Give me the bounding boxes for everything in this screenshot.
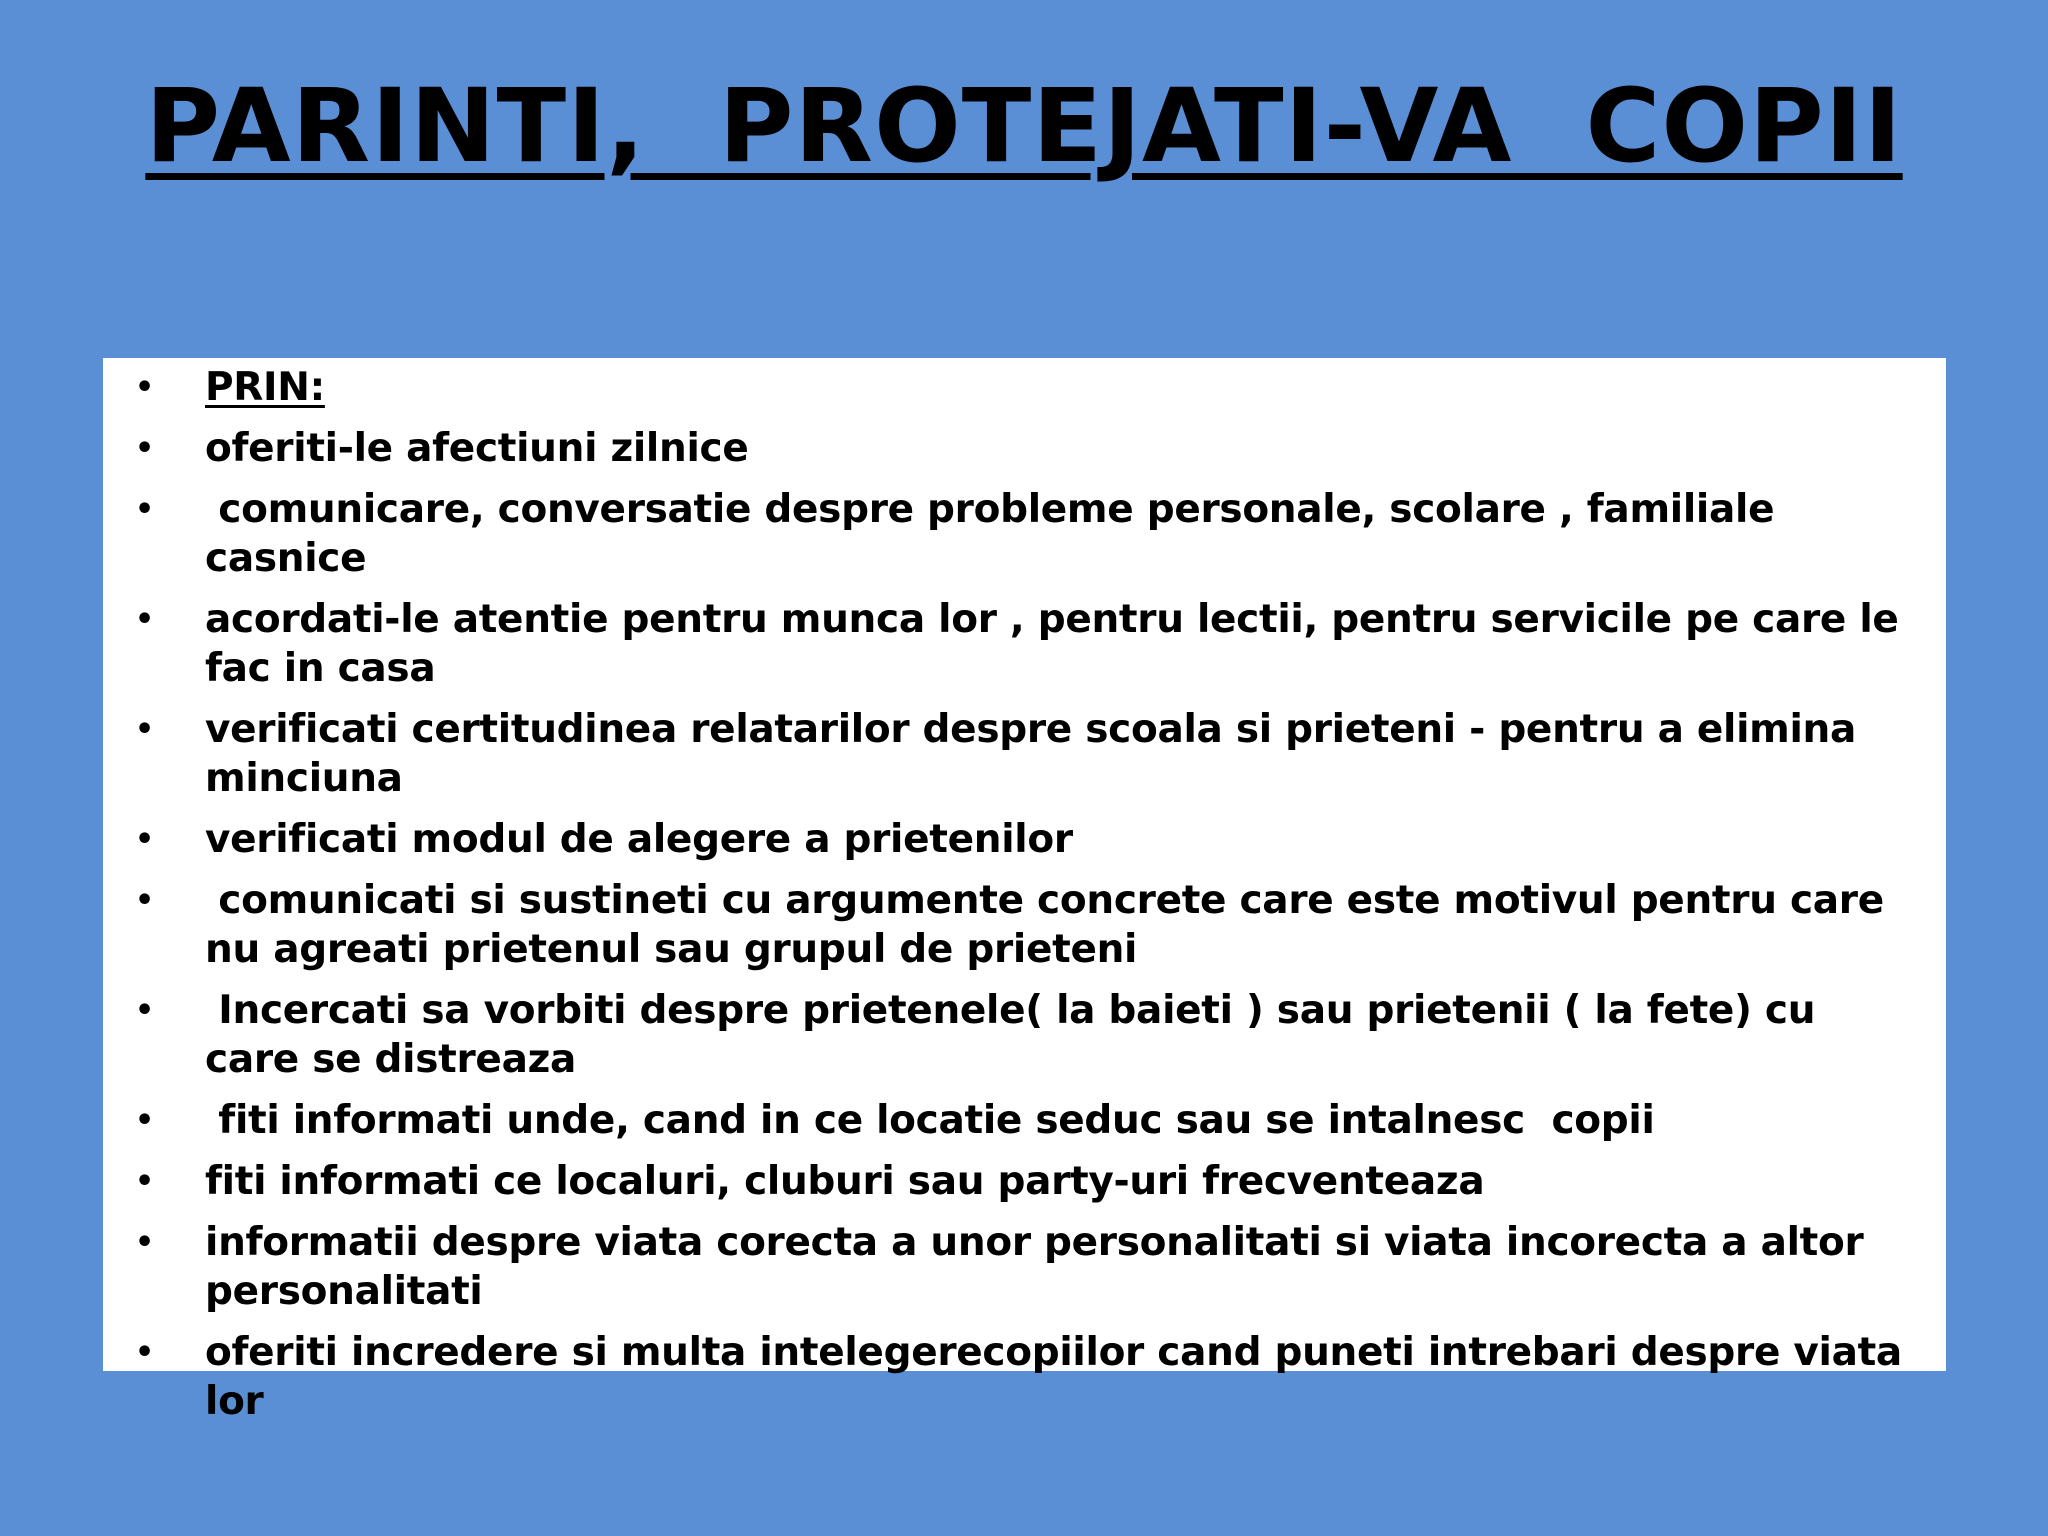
- list-item-text: comunicare, conversatie despre probleme personale, scolare , familiale casnice: [205, 487, 1788, 581]
- bullet-icon: •: [135, 370, 155, 405]
- bullet-icon: •: [135, 1225, 155, 1260]
- bullet-icon: •: [135, 993, 155, 1028]
- list-item: [133, 485, 1916, 583]
- list-item: [133, 705, 1916, 803]
- list-item: [133, 815, 1916, 864]
- list-item-text: oferiti-le afectiuni zilnice: [205, 426, 749, 471]
- bullet-icon: •: [135, 712, 155, 747]
- list-item-text: informatii despre viata corecta a unor personalitati si viata incorecta a altor personalitati: [205, 1220, 1877, 1314]
- bullet-icon: •: [135, 1103, 155, 1138]
- list-item: [133, 1328, 1916, 1426]
- list-item-text: fiti informati ce localuri, cluburi sau party-uri frecventeaza: [205, 1159, 1485, 1204]
- list-item: [133, 424, 1916, 473]
- content-box: [103, 358, 1946, 1424]
- bullet-icon: •: [135, 492, 155, 527]
- bullet-list: [133, 363, 1916, 1426]
- list-item-text: comunicati si sustineti cu argumente concrete care este motivul pentru care nu agreati prietenul sau grupul de prieteni: [205, 878, 1898, 972]
- list-heading: PRIN:: [205, 365, 325, 410]
- list-item: [133, 595, 1916, 693]
- list-item-text: oferiti incredere si multa intelegerecopiilor cand puneti intrebari despre viata lor: [205, 1330, 1916, 1424]
- list-item-text: verificati certitudinea relatarilor despre scoala si prieteni - pentru a elimina minciuna: [205, 707, 1870, 801]
- bullet-icon: •: [135, 1335, 155, 1370]
- list-item: [133, 363, 1916, 412]
- list-item-text: fiti informati unde, cand in ce locatie seduc sau se intalnesc copii: [205, 1098, 1655, 1143]
- list-item: [133, 1218, 1916, 1316]
- list-item-text: acordati-le atentie pentru munca lor , pentru lectii, pentru servicile pe care le fac in casa: [205, 597, 1912, 691]
- bullet-icon: •: [135, 602, 155, 637]
- list-item: [133, 986, 1916, 1084]
- list-item: [133, 1157, 1916, 1206]
- bullet-icon: •: [135, 1164, 155, 1199]
- bullet-icon: •: [135, 822, 155, 857]
- list-item-text: Incercati sa vorbiti despre prietenele( la baieti ) sau prietenii ( la fete) cu care se distreaza: [205, 988, 1829, 1082]
- slide-title: PARINTI, PROTEJATI-VA COPII: [145, 67, 1903, 186]
- list-item: [133, 1096, 1916, 1145]
- bullet-icon: •: [135, 431, 155, 466]
- list-item-text: verificati modul de alegere a prietenilor: [205, 817, 1073, 862]
- bullet-icon: •: [135, 883, 155, 918]
- list-item: [133, 876, 1916, 974]
